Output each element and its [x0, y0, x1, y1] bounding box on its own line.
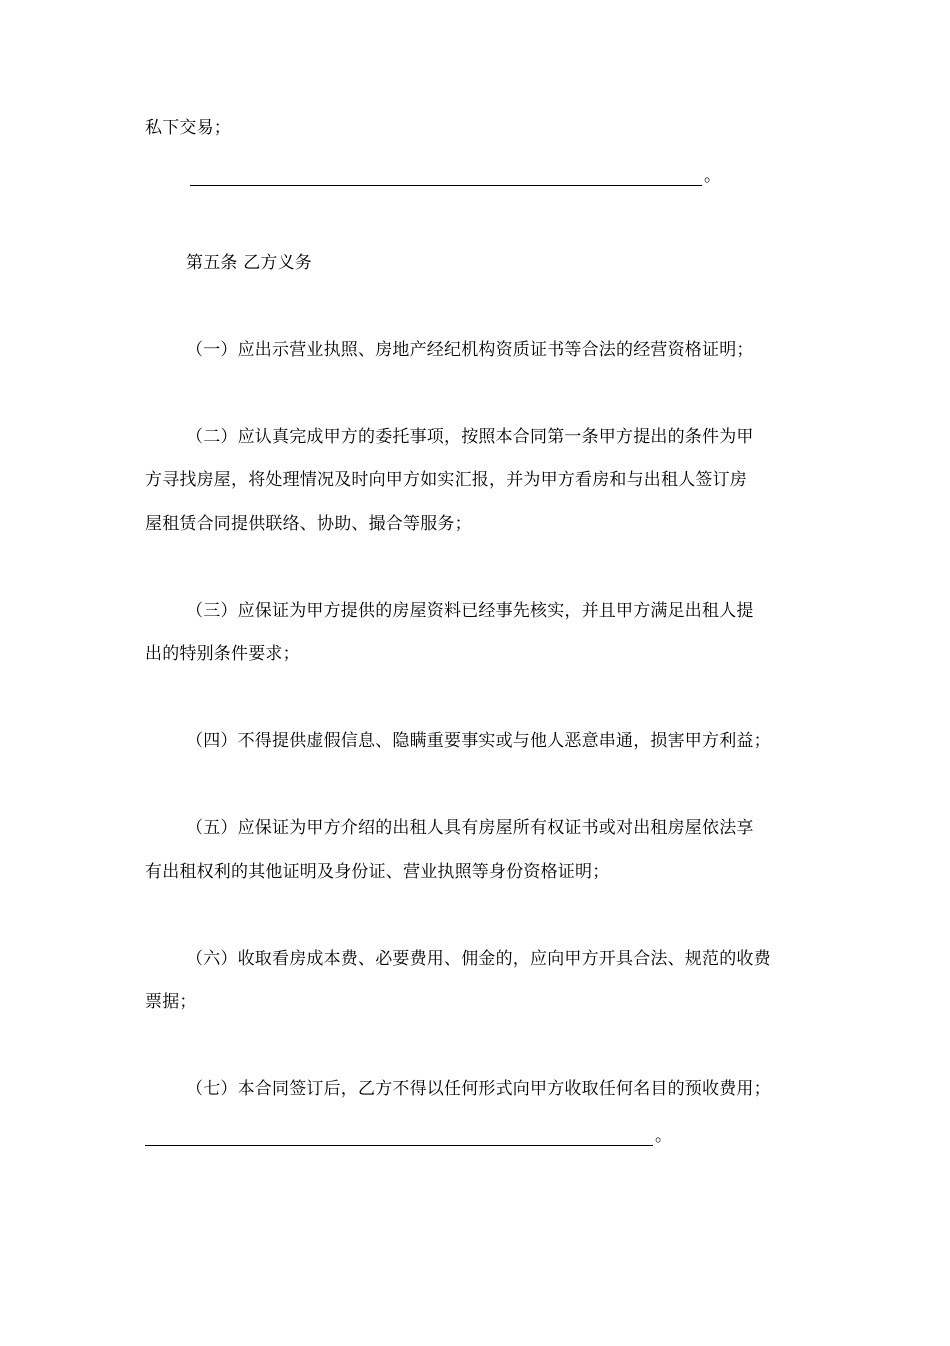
clause-5-line-1: （五）应保证为甲方介绍的出租人具有房屋所有权证书或对出租房屋依法享	[186, 818, 754, 838]
blank-suffix: 。	[704, 166, 721, 186]
fill-in-blank	[145, 1126, 672, 1146]
clause-6-line-2: 票据；	[145, 992, 197, 1012]
blank-underline	[145, 1131, 653, 1146]
fill-in-blank	[190, 166, 721, 186]
clause-3-line-1: （三）应保证为甲方提供的房屋资料已经事先核实，并且甲方满足出租人提	[186, 601, 754, 621]
clause-2-line-2: 方寻找房屋，将处理情况及时向甲方如实汇报，并为甲方看房和与出租人签订房	[145, 470, 747, 490]
clause-5-line-2: 有出租权利的其他证明及身份证、营业执照等身份资格证明；	[145, 862, 610, 882]
clause-3-line-2: 出的特别条件要求；	[145, 644, 300, 664]
blank-underline	[190, 171, 702, 186]
clause-2-line-3: 屋租赁合同提供联络、协助、撮合等服务；	[145, 514, 472, 534]
clause-6-line-1: （六）收取看房成本费、必要费用、佣金的，应向甲方开具合法、规范的收费	[186, 949, 771, 969]
clause-7: （七）本合同签订后，乙方不得以任何形式向甲方收取任何名目的预收费用；	[186, 1079, 771, 1099]
article-heading: 第五条 乙方义务	[186, 253, 313, 273]
clause-4: （四）不得提供虚假信息、隐瞒重要事实或与他人恶意串通，损害甲方利益；	[186, 731, 771, 751]
blank-suffix: 。	[655, 1126, 672, 1146]
clause-2-line-1: （二）应认真完成甲方的委托事项，按照本合同第一条甲方提出的条件为甲	[186, 427, 754, 447]
clause-1: （一）应出示营业执照、房地产经纪机构资质证书等合法的经营资格证明；	[186, 340, 754, 360]
text-line: 私下交易；	[145, 118, 231, 138]
